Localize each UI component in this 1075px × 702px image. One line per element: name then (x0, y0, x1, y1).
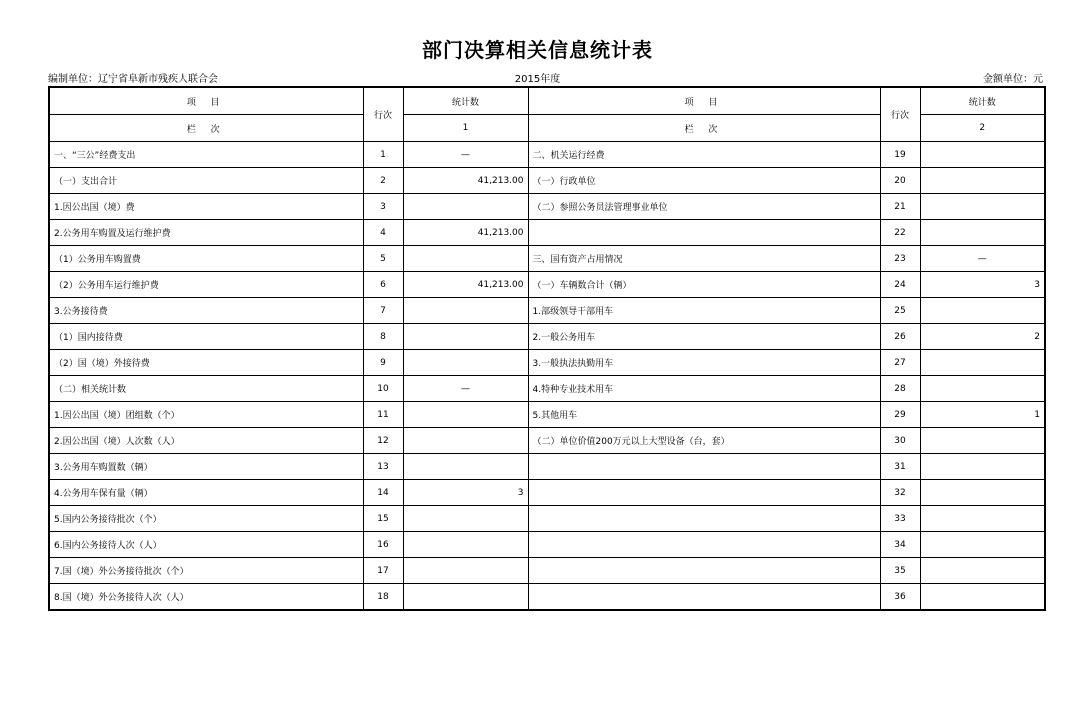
row-value-right (920, 350, 1045, 376)
row-value-right (920, 142, 1045, 168)
row-item-left: 3.公务用车购置数（辆） (49, 454, 363, 480)
row-line-left: 2 (363, 168, 403, 194)
row-item-right: 二、机关运行经费 (528, 142, 880, 168)
row-line-left: 7 (363, 298, 403, 324)
table-row (49, 454, 1045, 480)
row-value-left (403, 506, 528, 532)
row-line-left: 6 (363, 272, 403, 298)
row-value-right (920, 220, 1045, 246)
header-stat-right: 统计数 (920, 87, 1045, 115)
header-line-left: 行次 (363, 87, 403, 142)
row-value-left (403, 402, 528, 428)
row-value-left: 41,213.00 (403, 168, 528, 194)
row-item-left: 一、“三公”经费支出 (49, 142, 363, 168)
row-item-left: 7.国（境）外公务接待批次（个） (49, 558, 363, 584)
row-value-right: — (920, 246, 1045, 272)
row-value-left (403, 584, 528, 611)
row-item-left: 2.公务用车购置及运行维护费 (49, 220, 363, 246)
row-value-left: — (403, 142, 528, 168)
header-item-left: 项 目 (49, 87, 363, 115)
row-value-right (920, 558, 1045, 584)
row-value-right (920, 298, 1045, 324)
row-line-left: 3 (363, 194, 403, 220)
row-item-right (528, 532, 880, 558)
row-item-right (528, 506, 880, 532)
row-value-left (403, 350, 528, 376)
row-item-right (528, 480, 880, 506)
row-line-right: 23 (880, 246, 920, 272)
header-col-left: 栏 次 (49, 115, 363, 142)
row-value-left (403, 246, 528, 272)
row-value-right (920, 480, 1045, 506)
header-col2: 2 (920, 115, 1045, 142)
row-line-right: 20 (880, 168, 920, 194)
row-value-right: 1 (920, 402, 1045, 428)
row-item-left: 6.国内公务接待人次（人） (49, 532, 363, 558)
row-line-right: 27 (880, 350, 920, 376)
row-item-right: 4.特种专业技术用车 (528, 376, 880, 402)
row-value-left (403, 324, 528, 350)
currency-label: 金额单位：元 (983, 74, 1043, 85)
table-row (49, 324, 1045, 350)
row-item-left: （2）国（境）外接待费 (49, 350, 363, 376)
row-line-left: 8 (363, 324, 403, 350)
row-item-right: 5.其他用车 (528, 402, 880, 428)
row-item-right (528, 220, 880, 246)
row-line-right: 35 (880, 558, 920, 584)
page-title: 部门决算相关信息统计表 (422, 38, 653, 62)
row-value-right: 3 (920, 272, 1045, 298)
row-line-left: 17 (363, 558, 403, 584)
header-line-right: 行次 (880, 87, 920, 142)
row-line-right: 28 (880, 376, 920, 402)
row-value-right (920, 454, 1045, 480)
row-line-left: 15 (363, 506, 403, 532)
table-row (49, 168, 1045, 194)
row-line-right: 29 (880, 402, 920, 428)
table-row (49, 402, 1045, 428)
table-row (49, 584, 1045, 611)
row-value-left: 41,213.00 (403, 220, 528, 246)
row-line-right: 19 (880, 142, 920, 168)
row-value-right (920, 194, 1045, 220)
row-line-right: 31 (880, 454, 920, 480)
row-line-left: 9 (363, 350, 403, 376)
row-line-right: 33 (880, 506, 920, 532)
row-item-right: 2.一般公务用车 (528, 324, 880, 350)
row-item-left: （1）公务用车购置费 (49, 246, 363, 272)
row-item-right: 1.部级领导干部用车 (528, 298, 880, 324)
row-item-left: 2.因公出国（境）人次数（人） (49, 428, 363, 454)
row-line-right: 36 (880, 584, 920, 611)
row-item-left: 1.因公出国（境）费 (49, 194, 363, 220)
table-row (49, 532, 1045, 558)
row-line-right: 32 (880, 480, 920, 506)
table-row (49, 558, 1045, 584)
row-value-right (920, 376, 1045, 402)
row-line-right: 24 (880, 272, 920, 298)
row-value-right (920, 428, 1045, 454)
row-line-right: 22 (880, 220, 920, 246)
header-col-right: 栏 次 (528, 115, 880, 142)
row-line-left: 14 (363, 480, 403, 506)
table-row (49, 376, 1045, 402)
row-line-left: 18 (363, 584, 403, 611)
row-line-left: 1 (363, 142, 403, 168)
row-item-right: （二）单位价值200万元以上大型设备（台，套） (528, 428, 880, 454)
row-item-right (528, 454, 880, 480)
header-item-right: 项 目 (528, 87, 880, 115)
row-value-right: 2 (920, 324, 1045, 350)
table-row (49, 350, 1045, 376)
table-row (49, 142, 1045, 168)
row-value-left: 41,213.00 (403, 272, 528, 298)
row-item-left: （2）公务用车运行维护费 (49, 272, 363, 298)
row-value-left (403, 194, 528, 220)
row-value-right (920, 584, 1045, 611)
row-line-left: 12 (363, 428, 403, 454)
table-row (49, 220, 1045, 246)
row-item-right: 3.一般执法执勤用车 (528, 350, 880, 376)
row-line-right: 34 (880, 532, 920, 558)
row-item-right: （二）参照公务员法管理事业单位 (528, 194, 880, 220)
row-line-left: 11 (363, 402, 403, 428)
row-value-right (920, 506, 1045, 532)
table-row (49, 506, 1045, 532)
row-item-right (528, 558, 880, 584)
row-value-left: — (403, 376, 528, 402)
row-item-left: 3.公务接待费 (49, 298, 363, 324)
row-item-right: （一）车辆数合计（辆） (528, 272, 880, 298)
row-item-left: 4.公务用车保有量（辆） (49, 480, 363, 506)
table-row (49, 480, 1045, 506)
table-row (49, 194, 1045, 220)
stats-table (48, 86, 1046, 611)
row-line-left: 16 (363, 532, 403, 558)
row-value-left (403, 428, 528, 454)
header-col1: 1 (403, 115, 528, 142)
row-value-right (920, 168, 1045, 194)
row-item-left: （1）国内接待费 (49, 324, 363, 350)
row-item-left: 5.国内公务接待批次（个） (49, 506, 363, 532)
row-item-right: （一）行政单位 (528, 168, 880, 194)
row-item-left: 1.因公出国（境）团组数（个） (49, 402, 363, 428)
row-value-left (403, 558, 528, 584)
row-item-left: （二）相关统计数 (49, 376, 363, 402)
year-label: 2015年度 (514, 74, 561, 85)
row-value-left: 3 (403, 480, 528, 506)
table-row (49, 246, 1045, 272)
row-item-right (528, 584, 880, 611)
row-line-right: 26 (880, 324, 920, 350)
row-item-left: （一）支出合计 (49, 168, 363, 194)
row-line-left: 5 (363, 246, 403, 272)
row-line-left: 4 (363, 220, 403, 246)
row-value-left (403, 298, 528, 324)
unit-label: 编制单位：辽宁省阜新市残疾人联合会 (48, 74, 218, 85)
row-item-right: 三、国有资产占用情况 (528, 246, 880, 272)
row-line-right: 25 (880, 298, 920, 324)
table-row (49, 272, 1045, 298)
row-value-left (403, 454, 528, 480)
row-line-right: 30 (880, 428, 920, 454)
table-row (49, 298, 1045, 324)
table-row (49, 428, 1045, 454)
header-stat-left: 统计数 (403, 87, 528, 115)
row-line-left: 10 (363, 376, 403, 402)
row-line-right: 21 (880, 194, 920, 220)
row-line-left: 13 (363, 454, 403, 480)
row-value-right (920, 532, 1045, 558)
row-item-left: 8.国（境）外公务接待人次（人） (49, 584, 363, 611)
row-value-left (403, 532, 528, 558)
